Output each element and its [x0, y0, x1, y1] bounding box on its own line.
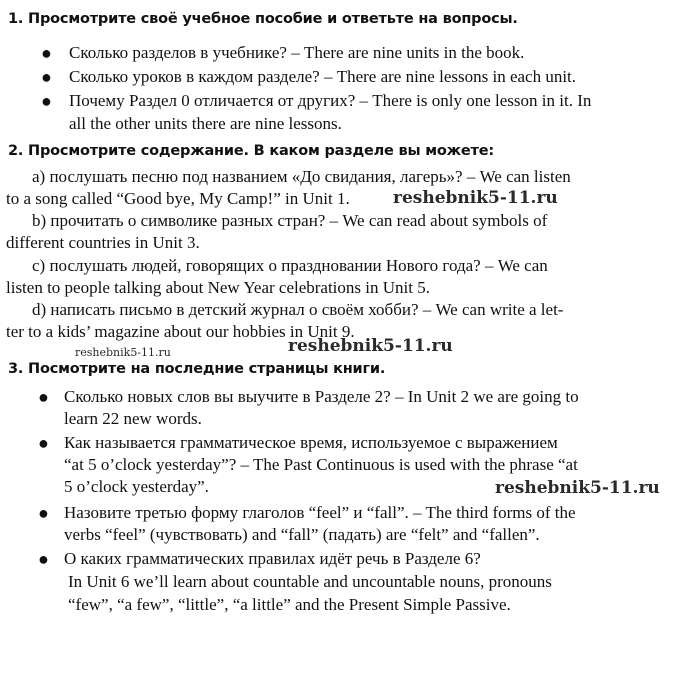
item-line: all the other units there are nine lessons.: [69, 114, 342, 133]
bullet-icon: ●: [38, 549, 49, 569]
section2-heading: 2. Просмотрите содержание. В каком разделе вы можете:: [8, 143, 494, 159]
item-line: In Unit 6 we’ll learn about countable and uncountable nouns, pronouns: [68, 572, 552, 591]
item-line: verbs “feel” (чувствовать) and “fall” (падать) are “felt” and “fallen”.: [64, 525, 540, 544]
paragraph-line: d) написать письмо в детский журнал о своём хобби? – We can write a let-: [32, 300, 564, 319]
paragraph-line: а) послушать песню под названием «До свидания, лагерь»? – We can listen: [32, 167, 571, 186]
watermark: reshebnik5-11.ru: [75, 346, 171, 359]
bullet-icon: ●: [41, 91, 52, 111]
item-line: Сколько новых слов вы выучите в Разделе 2? – In Unit 2 we are going to: [64, 387, 579, 406]
item-line: “few”, “a few”, “little”, “a little” and the Present Simple Passive.: [68, 595, 511, 614]
item-line: Назовите третью форму глаголов “feel” и “fall”. – The third forms of the: [64, 503, 576, 522]
paragraph-line: to a song called “Good bye, My Camp!” in Unit 1.: [6, 189, 350, 208]
item-line: Сколько разделов в учебнике? – There are nine units in the book.: [69, 43, 525, 62]
paragraph-line: listen to people talking about New Year celebrations in Unit 5.: [6, 278, 430, 297]
section1-heading: 1. Просмотрите своё учебное пособие и ответьте на вопросы.: [8, 11, 518, 27]
section3-heading: 3. Посмотрите на последние страницы книги.: [8, 361, 386, 377]
item-line: Как называется грамматическое время, используемое с выражением: [64, 433, 558, 452]
bullet-icon: ●: [41, 43, 52, 63]
bullet-icon: ●: [38, 387, 49, 407]
watermark: reshebnik5-11.ru: [495, 478, 660, 498]
paragraph-line: ter to a kids’ magazine about our hobbies in Unit 9.: [6, 322, 355, 341]
item-line: 5 o’clock yesterday”.: [64, 477, 209, 496]
item-line: О каких грамматических правилах идёт речь в Разделе 6?: [64, 549, 481, 568]
bullet-icon: ●: [41, 67, 52, 87]
bullet-icon: ●: [38, 503, 49, 523]
item-line: Почему Раздел 0 отличается от других? – There is only one lesson in it. In: [69, 91, 592, 110]
bullet-icon: ●: [38, 433, 49, 453]
paragraph-line: different countries in Unit 3.: [6, 233, 200, 252]
watermark: reshebnik5-11.ru: [393, 188, 558, 208]
item-line: Сколько уроков в каждом разделе? – There are nine lessons in each unit.: [69, 67, 577, 86]
item-line: “at 5 o’clock yesterday”? – The Past Continuous is used with the phrase “at: [64, 455, 578, 474]
paragraph-line: c) послушать людей, говорящих о праздновании Нового года? – We can: [32, 256, 548, 275]
watermark: reshebnik5-11.ru: [288, 336, 453, 356]
item-line: learn 22 new words.: [64, 409, 202, 428]
paragraph-line: b) прочитать о символике разных стран? – We can read about symbols of: [32, 211, 548, 230]
